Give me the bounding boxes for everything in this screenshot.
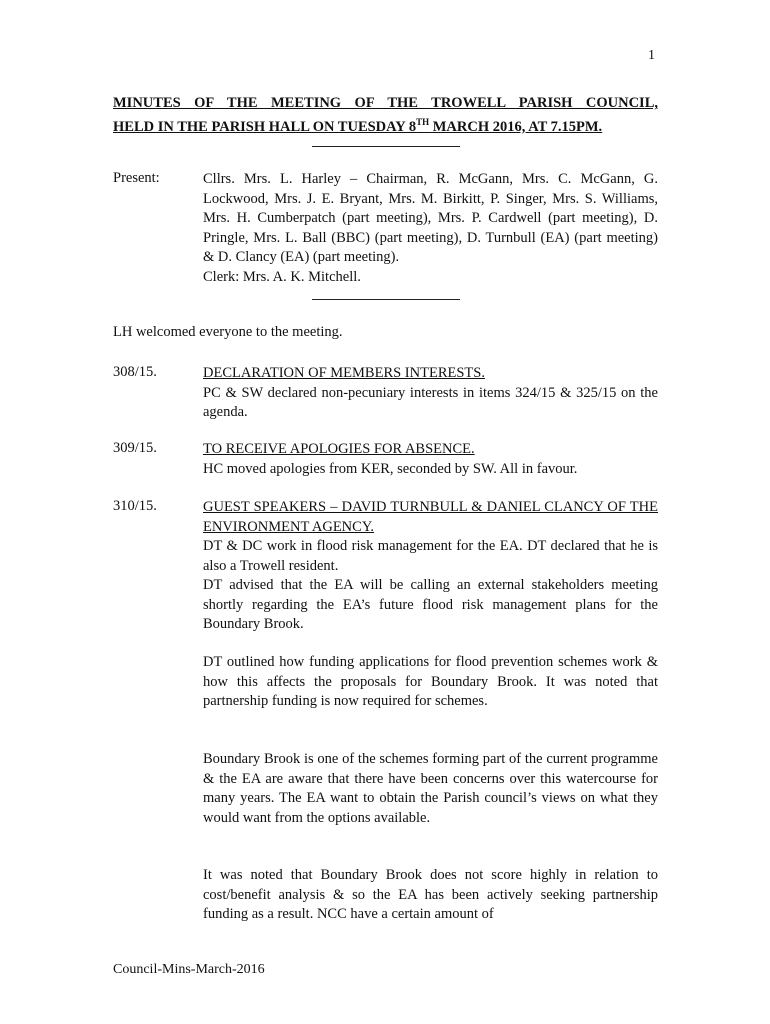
attendee-list: Cllrs. Mrs. L. Harley – Chairman, R. McGann, Mrs. C. McGann, G. Lockwood, Mrs. J. E. Bryant, Mrs. M. Birkitt, P. Singer, Mrs. S. Williams, Mrs. H. Cumberpatch (part meeting), Mrs. P. Cardwell (part meeting), D. Pringle, Mrs. L. Ball (BBC) (part meeting), D. Turnbull (EA) (part meeting) & D. Clancy (EA) (part meeting). (203, 171, 658, 265)
paragraph: Boundary Brook is one of the schemes forming part of the current programme & the EA are aware that there have been concerns over this watercourse for many years. The EA want to obtain the Parish council’s views on what they would want from the options available. (203, 751, 658, 826)
paragraph: DT outlined how funding applications for flood prevention schemes work & how this affects the proposals for Boundary Brook. It was noted that partnership funding is now required for schemes. (203, 654, 658, 709)
title-line-2: HELD IN THE PARISH HALL ON TUESDAY 8TH MARCH 2016, AT 7.15PM. (113, 117, 603, 135)
page-number: 1 (648, 48, 655, 63)
title-divider (312, 146, 460, 147)
present-divider (312, 299, 460, 300)
item-number: 309/15. (113, 440, 157, 456)
item-heading: DECLARATION OF MEMBERS INTERESTS. (203, 365, 485, 381)
title-line-1: MINUTES OF THE MEETING OF THE TROWELL PARISH COUNCIL, (113, 95, 658, 111)
clerk-line: Clerk: Mrs. A. K. Mitchell. (203, 268, 361, 285)
item-number: 310/15. (113, 498, 157, 514)
item-text: HC moved apologies from KER, seconded by SW. All in favour. (203, 460, 578, 477)
item-text: PC & SW declared non-pecuniary interests in items 324/15 & 325/15 on the agenda. (203, 384, 658, 420)
item-text: DT advised that the EA will be calling an external stakeholders meeting shortly regarding the EA’s future flood risk management plans for the Boundary Brook. (203, 577, 658, 632)
item-heading: TO RECEIVE APOLOGIES FOR ABSENCE. (203, 441, 475, 457)
item-number: 308/15. (113, 364, 157, 380)
paragraph: It was noted that Boundary Brook does not score highly in relation to cost/benefit analysis & so the EA has been actively seeking partnership funding as a result. NCC have a certain amount of (203, 867, 658, 922)
footer-filename: Council-Mins-March-2016 (113, 962, 265, 977)
item-heading: GUEST SPEAKERS – DAVID TURNBULL & DANIEL CLANCY OF THE ENVIRONMENT AGENCY. (203, 499, 658, 535)
present-label: Present: (113, 170, 160, 186)
document-title (113, 94, 658, 137)
present-content (203, 170, 658, 287)
welcome-text: LH welcomed everyone to the meeting. (113, 324, 343, 340)
item-text: DT & DC work in flood risk management for the EA. DT declared that he is also a Trowell resident. (203, 538, 658, 574)
